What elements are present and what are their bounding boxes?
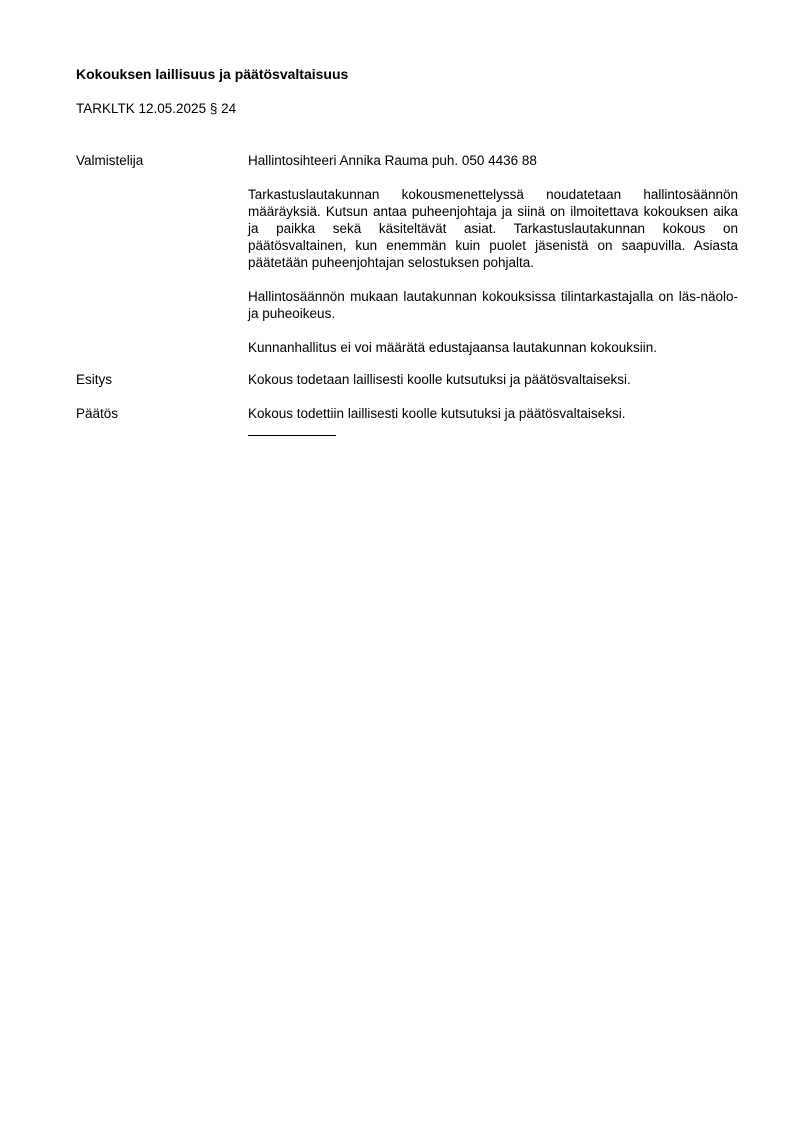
meeting-reference: TARKLTK 12.05.2025 § 24 <box>76 101 237 116</box>
end-divider-line <box>248 435 336 436</box>
preparer-content <box>248 152 738 356</box>
preparer-paragraph: Kunnanhallitus ei voi määrätä edustajaansa lautakunnan kokouksiin. <box>248 340 658 355</box>
document-title: Kokouksen laillisuus ja päätösvaltaisuus <box>76 66 349 82</box>
proposal-content <box>248 371 738 388</box>
decision-content <box>248 405 738 422</box>
proposal-label: Esitys <box>76 372 113 387</box>
preparer-name: Hallintosihteeri Annika Rauma puh. 050 4436 88 <box>248 153 537 168</box>
preparer-label: Valmistelija <box>76 153 144 168</box>
preparer-paragraph: Hallintosäännön mukaan lautakunnan kokouksissa tilintarkastajalla on läs-näolo- ja puheoikeus. <box>248 289 738 321</box>
proposal-text: Kokous todetaan laillisesti koolle kutsutuksi ja päätösvaltaiseksi. <box>248 372 631 387</box>
decision-label: Päätös <box>76 406 119 421</box>
decision-text: Kokous todettiin laillisesti koolle kutsutuksi ja päätösvaltaiseksi. <box>248 406 626 421</box>
preparer-paragraph: Tarkastuslautakunnan kokousmenettelyssä noudatetaan hallintosäännön määräyksiä. Kutsun antaa puheenjohtaja ja siinä on ilmoitettava kokouksen aika ja paikka sekä käsiteltävät asiat. Tarkastuslautakunnan kokous on päätösvaltainen, kun enemmän kuin puolet jäsenistä on saapuvilla. Asiasta päätetään puheenjohtajan selostuksen pohjalta. <box>248 187 738 270</box>
